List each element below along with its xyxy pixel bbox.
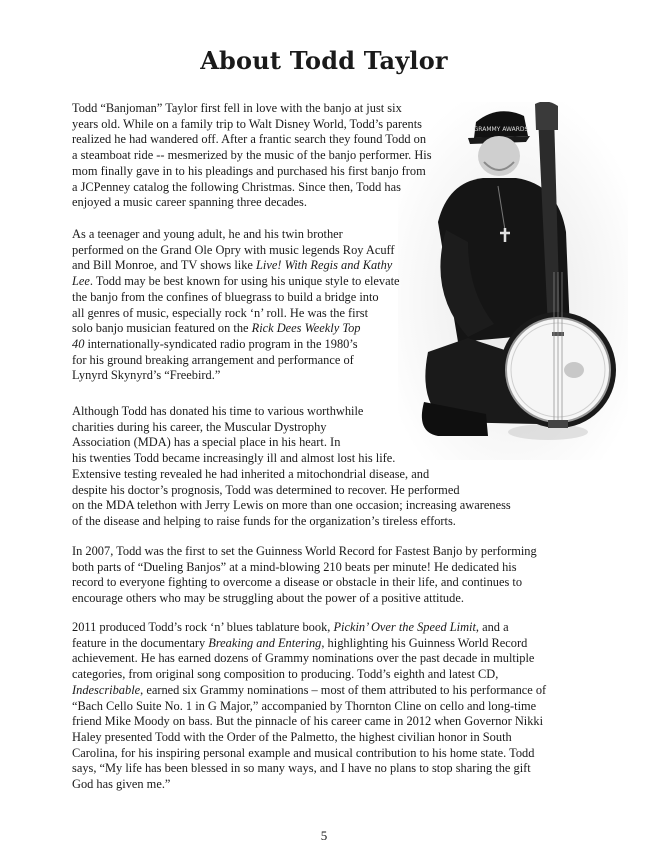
text-line	[72, 101, 432, 117]
text-line	[72, 117, 432, 133]
text-line	[72, 164, 432, 180]
italic-title-text: Breaking and Entering	[208, 635, 322, 650]
text-line	[72, 575, 537, 591]
cap-logo-text: GRAMMY AWARDS	[473, 126, 529, 133]
text-run: God has given me.”	[72, 777, 171, 792]
text-line	[72, 591, 537, 607]
text-run: record to everyone fighting to overcome a disease or obstacle in their life, and continues to	[72, 575, 523, 590]
text-line	[72, 420, 511, 436]
paragraph-world-record	[72, 544, 537, 607]
paragraph-achievements	[72, 620, 546, 793]
text-run: Extensive testing revealed he had inherited a mitochondrial disease, and	[72, 466, 430, 481]
text-run: , and a	[475, 620, 509, 634]
text-run: Carolina, for his inspiring personal example and musical contribution to his home state. Todd	[72, 745, 535, 760]
text-run: on the MDA telethon with Jerry Lewis on more than one occasion; increasing awareness	[72, 498, 511, 513]
paragraph-early-life	[72, 101, 432, 211]
text-line	[72, 777, 546, 793]
paragraph-charity	[72, 404, 511, 530]
text-run: . Todd may be best known for using his unique style to elevate	[89, 274, 400, 289]
text-line	[72, 467, 511, 483]
page-number: 5	[320, 828, 328, 843]
text-line	[72, 683, 546, 699]
text-line	[72, 451, 511, 467]
text-run: As a teenager and young adult, he and his twin brother	[72, 227, 343, 241]
text-run: and Bill Monroe, and TV shows like	[72, 258, 257, 273]
text-line	[72, 321, 400, 337]
text-run: the banjo from the confines of bluegrass to build a bridge into	[72, 289, 379, 304]
text-line	[72, 353, 400, 369]
text-run: for his ground breaking arrangement and performance of	[72, 352, 354, 367]
page-title: About Todd Taylor	[200, 46, 448, 76]
text-run: friend Mike Moody on bass. But the pinnacle of his career came in 2012 when Governor Nikki	[72, 714, 544, 729]
italic-title-text: Rick Dees Weekly Top	[251, 321, 361, 336]
text-run: of the disease and helping to raise funds for the organization’s tireless efforts.	[72, 513, 456, 528]
text-run: “Bach Cello Suite No. 1 in G Major,” accompanied by Thornton Cline on cello and long-time	[72, 698, 537, 713]
text-line	[72, 746, 546, 762]
text-line	[72, 258, 400, 274]
text-run: a JCPenney catalog the following Christmas. Since then, Todd has	[72, 179, 401, 194]
text-line	[72, 483, 511, 499]
text-run: , earned six Grammy nominations – most of them attributed to his performance of	[140, 682, 547, 697]
text-run: despite his doctor’s prognosis, Todd was determined to recover. He performed	[72, 482, 460, 497]
text-line	[72, 620, 546, 636]
text-line	[72, 306, 400, 322]
text-line	[72, 560, 537, 576]
text-line	[72, 544, 537, 560]
text-run: Haley presented Todd with the Order of the Palmetto, the highest civilian honor in South	[72, 729, 512, 744]
text-line	[72, 636, 546, 652]
text-run: internationally-syndicated radio program in the 1980’s	[84, 336, 358, 351]
text-line	[72, 714, 546, 730]
text-line	[72, 337, 400, 353]
italic-title-text: Lee	[72, 274, 90, 289]
paragraph-career	[72, 227, 400, 384]
text-run: both parts of “Dueling Banjos” at a mind-blowing 210 beats per minute! He dedicated his	[72, 559, 517, 574]
text-run: Although Todd has donated his time to various worthwhile	[72, 404, 364, 418]
text-run: enjoyed a music career spanning three decades.	[72, 195, 307, 210]
text-run: says, “My life has been blessed in so many ways, and I have no plans to stop sharing the gift	[72, 761, 531, 776]
text-run: Todd “Banjoman” Taylor first fell in love with the banjo at just six	[72, 101, 402, 115]
text-run: mom finally gave in to his pleadings and purchased his first banjo from	[72, 163, 426, 178]
text-line	[72, 514, 511, 530]
text-run: a steamboat ride -- mesmerized by the music of the banjo performer. His	[72, 148, 432, 163]
italic-title-text: 40	[72, 336, 85, 351]
italic-title-text: Indescribable	[72, 682, 141, 697]
italic-title-text: Pickin’ Over the Speed Limit	[333, 620, 476, 634]
text-line	[72, 180, 432, 196]
text-line	[72, 243, 400, 259]
banjo-tailpiece	[548, 420, 568, 428]
text-run: solo banjo musician featured on the	[72, 321, 252, 336]
text-run: , highlighting his Guinness World Record	[321, 635, 528, 650]
text-line	[72, 290, 400, 306]
text-run: In 2007, Todd was the first to set the Guinness World Record for Fastest Banjo by performing	[72, 544, 537, 558]
text-run: feature in the documentary	[72, 635, 209, 650]
text-run: all genres of music, especially rock ‘n’ roll. He was the first	[72, 305, 369, 320]
text-line	[72, 195, 432, 211]
text-run: Lynyrd Skynyrd’s “Freebird.”	[72, 368, 221, 383]
text-line	[72, 498, 511, 514]
text-line	[72, 132, 432, 148]
text-run: achievement. He has earned dozens of Grammy nominations over the past decade in multiple	[72, 651, 535, 666]
text-line	[72, 730, 546, 746]
italic-title-text: Live! With Regis and Kathy	[256, 258, 393, 273]
text-line	[72, 227, 400, 243]
text-run: charities during his career, the Muscular Dystrophy	[72, 419, 327, 434]
text-line	[72, 404, 511, 420]
banjo-headstock	[535, 102, 558, 130]
text-line	[72, 667, 546, 683]
text-line	[72, 435, 511, 451]
text-run: performed on the Grand Ole Opry with music legends Roy Acuff	[72, 242, 395, 257]
text-line	[72, 699, 546, 715]
text-line	[72, 651, 546, 667]
text-run: categories, from original song composition to producing. Todd’s eighth and latest CD,	[72, 667, 499, 682]
text-line	[72, 148, 432, 164]
text-run: encourage others who may be struggling about the power of a positive attitude.	[72, 591, 464, 606]
text-line	[72, 274, 400, 290]
text-line	[72, 368, 400, 384]
text-run: his twenties Todd became increasingly ill and almost lost his life.	[72, 451, 396, 466]
text-run: Association (MDA) has a special place in his heart. In	[72, 435, 341, 450]
text-run: realized he had wandered off. After a frantic search they found Todd on	[72, 132, 427, 147]
text-run: 2011 produced Todd’s rock ‘n’ blues tablature book,	[72, 620, 334, 634]
text-run: years old. While on a family trip to Walt Disney World, Todd’s parents	[72, 116, 422, 131]
text-line	[72, 761, 546, 777]
